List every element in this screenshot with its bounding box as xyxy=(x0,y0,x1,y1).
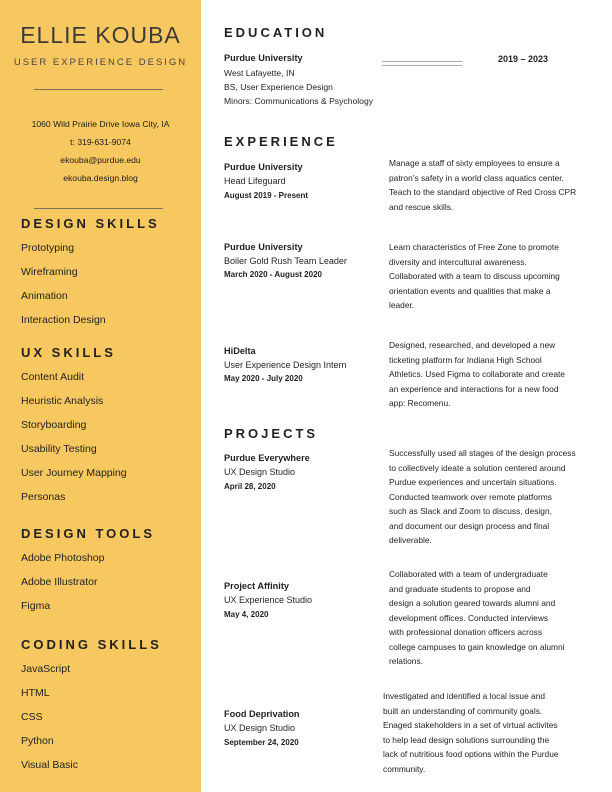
project-date: May 4, 2020 xyxy=(224,610,269,619)
divider xyxy=(34,89,163,90)
design-tool-item: Figma xyxy=(21,600,51,612)
experience-org: Purdue University xyxy=(224,162,303,172)
coding-skill-item: HTML xyxy=(21,687,50,699)
contact-address: 1060 Wild Prairie Drive Iowa City, IA xyxy=(31,119,170,129)
coding-skills-heading: CODING SKILLS xyxy=(21,637,162,652)
design-skill-item: Animation xyxy=(21,290,68,302)
project-name: Purdue Everywhere xyxy=(224,453,310,463)
ux-skill-item: Personas xyxy=(21,491,66,503)
ux-skill-item: User Journey Mapping xyxy=(21,467,127,479)
education-degree: BS, User Experience Design xyxy=(224,82,333,92)
experience-role: Boiler Gold Rush Team Leader xyxy=(224,256,347,266)
experience-role: Head Lifeguard xyxy=(224,176,286,186)
contact-email[interactable]: ekouba@purdue.edu xyxy=(60,155,141,165)
project-date: April 28, 2020 xyxy=(224,482,276,491)
experience-heading: EXPERIENCE xyxy=(224,134,338,149)
experience-org: HiDelta xyxy=(224,346,256,356)
coding-skill-item: Visual Basic xyxy=(21,759,79,771)
ux-skill-item: Heuristic Analysis xyxy=(21,395,104,407)
education-years: 2019 – 2023 xyxy=(498,54,549,64)
coding-skill-item: CSS xyxy=(21,711,43,723)
ux-skills-heading: UX SKILLS xyxy=(21,345,116,360)
ux-skill-item: Usability Testing xyxy=(21,443,97,455)
design-skills-heading: DESIGN SKILLS xyxy=(21,216,160,231)
project-description: Collaborated with a team of undergraduate and graduate students to propose and design a solution geared towards alumni and development offices. Conducted interviews with professional donation officers across college campuses to gain knowledge on alumni relations. xyxy=(389,569,565,666)
candidate-title: USER EXPERIENCE DESIGN xyxy=(13,57,188,68)
ux-skill-item: Content Audit xyxy=(21,371,85,383)
candidate-name: ELLIE KOUBA xyxy=(20,22,181,48)
experience-description: Learn characteristics of Free Zone to promote diversity and intercultural awareness. Collaborated with a team to discuss upcoming orientation events and qualities that make a leader. xyxy=(389,242,560,310)
project-date: September 24, 2020 xyxy=(224,738,299,747)
project-description: Investigated and identified a local issue and built an understanding of community goals. Enaged stakeholders in a set of virtual activites to help lead design solutions surrounding the lack of nutritious food options within the Purdue community. xyxy=(383,691,559,774)
experience-dates: May 2020 - July 2020 xyxy=(224,374,303,383)
divider xyxy=(382,61,462,66)
coding-skill-item: Python xyxy=(21,735,54,747)
design-tool-item: Adobe Illustrator xyxy=(21,576,98,588)
project-name: Project Affinity xyxy=(224,581,289,591)
design-tool-item: Adobe Photoshop xyxy=(21,552,105,564)
design-skill-item: Wireframing xyxy=(21,266,78,278)
sidebar xyxy=(0,0,201,792)
education-heading: EDUCATION xyxy=(224,25,328,40)
contact-phone: t: 319-631-9074 xyxy=(70,137,131,147)
divider xyxy=(34,208,163,209)
experience-dates: August 2019 - Present xyxy=(224,191,309,200)
contact-website[interactable]: ekouba.design.blog xyxy=(63,173,138,183)
coding-skill-item: JavaScript xyxy=(21,663,71,675)
project-description: Successfully used all stages of the design process to collectively ideate a solution centered around Purdue experiences and uncertain situations. Conducted teamwork over remote platforms such as Slack and Zoom to discuss, design, and document our design process and final deliverable. xyxy=(389,448,576,545)
experience-role: User Experience Design Intern xyxy=(224,360,347,370)
project-studio: UX Design Studio xyxy=(224,723,296,733)
design-tools-heading: DESIGN TOOLS xyxy=(21,526,155,541)
project-studio: UX Design Studio xyxy=(224,467,296,477)
education-minors: Minors: Communications & Psychology xyxy=(224,96,374,106)
project-name: Food Deprivation xyxy=(224,709,300,719)
education-school: Purdue University xyxy=(224,53,303,63)
design-skill-item: Prototyping xyxy=(21,242,75,254)
ux-skill-item: Storyboarding xyxy=(21,419,87,431)
education-location: West Lafayette, IN xyxy=(224,68,295,78)
experience-description: Manage a staff of sixty employees to ensure a patron’s safety in a world class aquatics center. Teach to the standard objective of Red Cross CPR and rescue skills. xyxy=(389,158,577,212)
project-studio: UX Experience Studio xyxy=(224,595,313,605)
design-skill-item: Interaction Design xyxy=(21,314,106,326)
experience-org: Purdue University xyxy=(224,242,303,252)
projects-heading: PROJECTS xyxy=(224,426,319,441)
experience-dates: March 2020 - August 2020 xyxy=(224,270,322,279)
experience-description: Designed, researched, and developed a new ticketing platform for Indiana High School Athletics. Used Figma to collaborate and create an experience and interactions for a new food app: Recomenu. xyxy=(389,340,565,408)
